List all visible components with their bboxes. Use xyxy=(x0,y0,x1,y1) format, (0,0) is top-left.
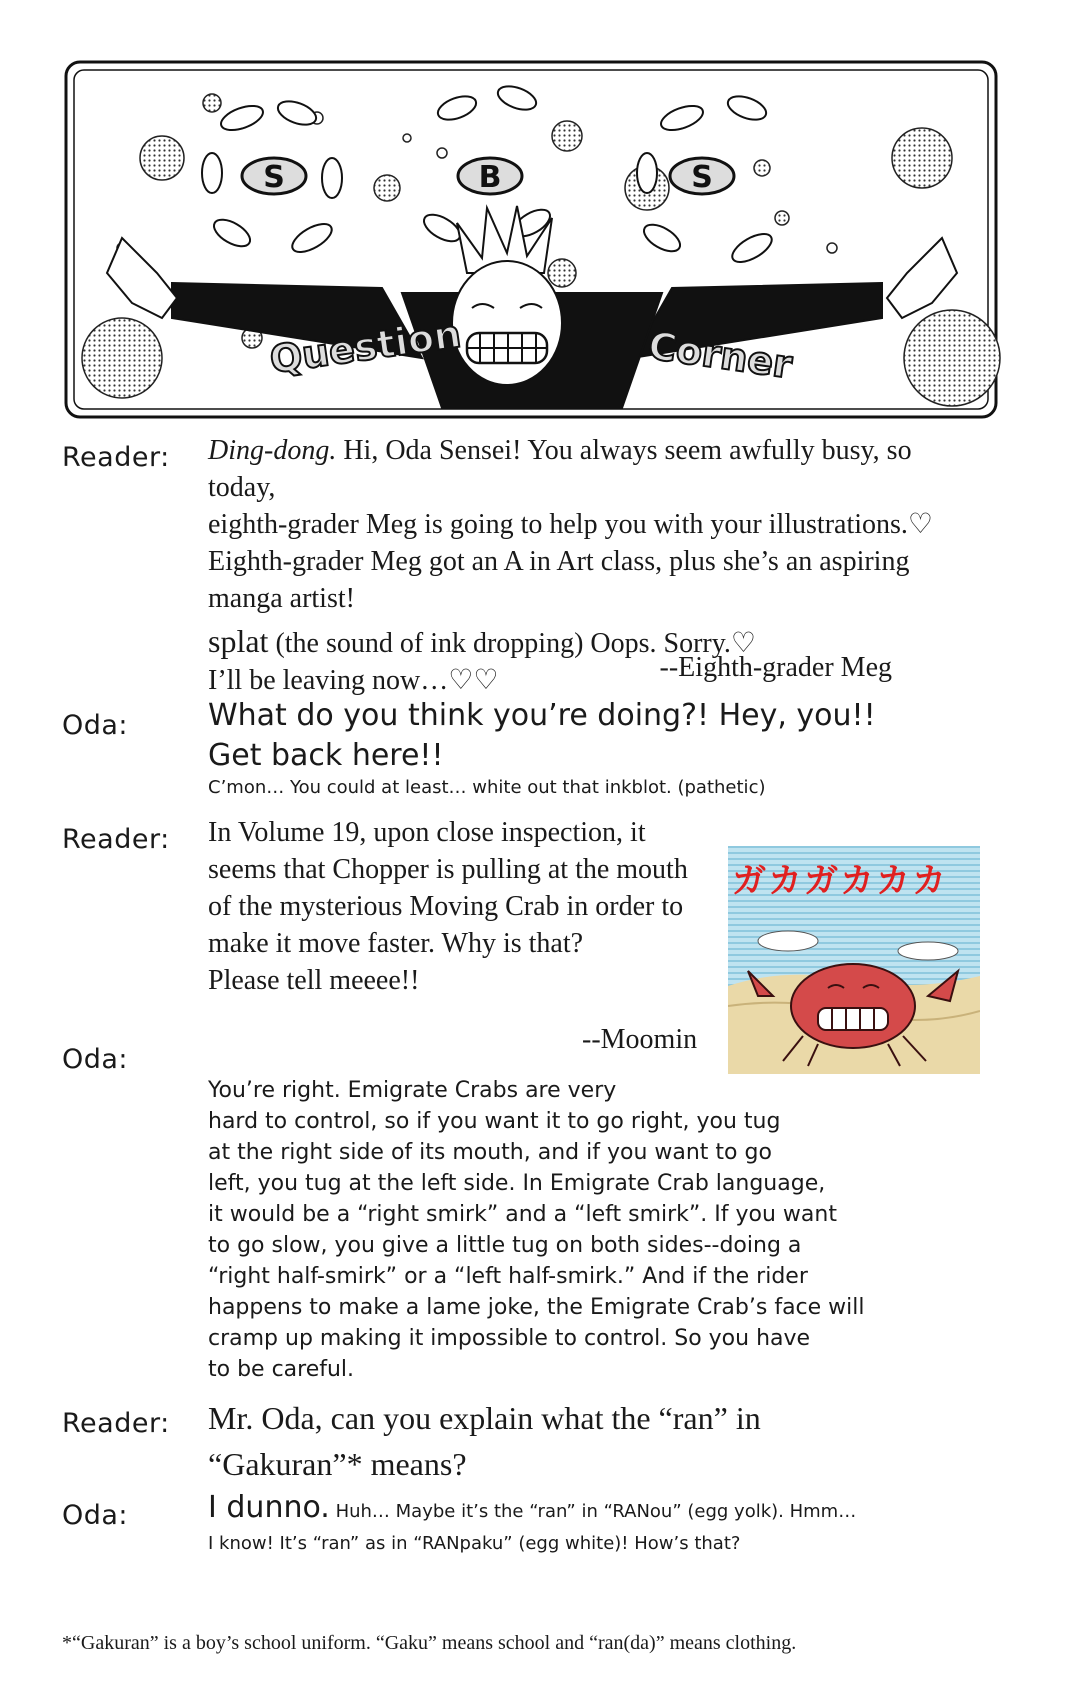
answer-aside: C’mon… You could at least… white out that inkblot. (pathetic) xyxy=(208,777,766,798)
answer-line: cramp up making it impossible to control. So you have xyxy=(208,1326,811,1351)
answer-line: hard to control, so if you want it to go right, you tug xyxy=(208,1109,781,1134)
answer-line: to go slow, you give a little tug on both sides--doing a xyxy=(208,1233,802,1258)
reader-question-2 xyxy=(208,814,688,999)
answer-line: to be careful. xyxy=(208,1357,355,1382)
question-line: manga artist! xyxy=(208,583,355,614)
corner-word: Corner xyxy=(645,323,795,387)
speaker-label: Oda: xyxy=(62,1500,129,1531)
question-word: Question xyxy=(267,311,464,382)
question-line: of the mysterious Moving Crab in order to xyxy=(208,891,684,922)
answer-line: Get back here!! xyxy=(208,738,444,773)
answer-line: “right half-smirk” or a “left half-smirk.” And if the rider xyxy=(208,1264,808,1289)
speaker-label: Reader: xyxy=(62,442,170,473)
speaker-label: Oda: xyxy=(62,710,129,741)
speaker-label: Oda: xyxy=(62,1044,129,1075)
question-line: make it move faster. Why is that? xyxy=(208,928,584,959)
question-line: seems that Chopper is pulling at the mouth xyxy=(208,854,688,885)
signature: --Eighth-grader Meg xyxy=(659,652,892,683)
sound-effect: ガカガカカカ xyxy=(732,861,948,901)
sbs-header-illustration xyxy=(62,58,1002,428)
question-line: Please tell meeee!! xyxy=(208,965,420,996)
answer-line: What do you think you’re doing?! Hey, you!! xyxy=(208,698,876,733)
oda-answer-3 xyxy=(208,1490,1008,1558)
question-line: “Gakuran”* means? xyxy=(208,1446,467,1482)
sbs-letter-s2: S xyxy=(691,160,713,195)
sbs-letter-s1: S xyxy=(263,160,285,195)
moving-crab-panel xyxy=(728,846,980,1074)
question-line: I’ll be leaving now…♡♡ xyxy=(208,665,499,696)
sbs-letter-b: B xyxy=(478,160,502,195)
signature: --Moomin xyxy=(582,1024,698,1055)
speaker-label: Reader: xyxy=(62,1408,170,1439)
question-line: Mr. Oda, can you explain what the “ran” in xyxy=(208,1400,761,1436)
question-line: In Volume 19, upon close inspection, it xyxy=(208,817,646,848)
answer-line: You’re right. Emigrate Crabs are very xyxy=(208,1078,617,1103)
oda-answer-1 xyxy=(208,696,988,800)
answer-line: happens to make a lame joke, the Emigrate Crab’s face will xyxy=(208,1295,865,1320)
answer-line: at the right side of its mouth, and if you want to go xyxy=(208,1140,772,1165)
answer-line: I dunno. Huh… Maybe it’s the “ran” in “RANou” (egg yolk). Hmm… xyxy=(208,1490,857,1525)
reader-question-3 xyxy=(208,1395,988,1487)
footnote: *“Gakuran” is a boy’s school uniform. “Gaku” means school and “ran(da)” means clothing. xyxy=(62,1632,797,1654)
answer-line: I know! It’s “ran” as in “RANpaku” (egg white)! How’s that? xyxy=(208,1533,741,1554)
oda-answer-2 xyxy=(208,1075,998,1385)
question-line: Ding-dong. Hi, Oda Sensei! You always seem awfully busy, so today, xyxy=(208,435,912,503)
answer-line: it would be a “right smirk” and a “left smirk”. If you want xyxy=(208,1202,837,1227)
question-line: eighth-grader Meg is going to help you with your illustrations.♡ xyxy=(208,509,934,540)
speaker-label: Reader: xyxy=(62,824,170,855)
question-line: Eighth-grader Meg got an A in Art class, plus she’s an aspiring xyxy=(208,546,910,577)
question-line: splat (the sound of ink dropping) Oops. Sorry.♡ xyxy=(208,623,757,659)
answer-line: left, you tug at the left side. In Emigrate Crab language, xyxy=(208,1171,826,1196)
